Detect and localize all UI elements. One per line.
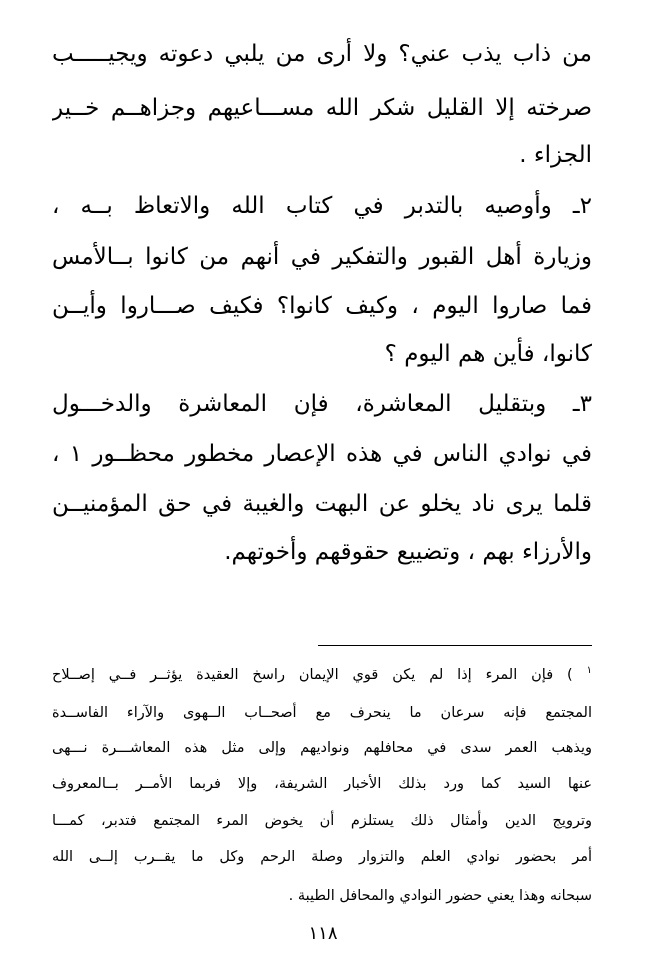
body-line: ٣ـ وبتقليل المعاشرة، فإن المعاشرة والدخـــول	[52, 391, 592, 417]
footnote-marker: ١	[586, 665, 592, 677]
footnote-line: عنها السيد كما ورد بذلك الأخبار الشريفة، وإلا فربما الأمــر بــالمعروف	[52, 776, 592, 792]
body-line: من ذاب يذب عني؟ ولا أرى من يلبي دعوته ويجيـــــب	[52, 41, 592, 67]
body-line: والأرزاء بهم ، وتضييع حقوقهم وأخوتهم.	[224, 539, 592, 565]
body-line: ٢ـ وأوصيه بالتدبر في كتاب الله والاتعاظ بــه ،	[52, 193, 592, 219]
footnote-line: ويذهب العمر سدى في محافلهم ونواديهم وإلى مثل هذه المعاشـــرة نـــهى	[52, 740, 592, 756]
footnote-text: ) فإن المرء إذا لم يكن قوي الإيمان راسخ العقيدة يؤثــر فــي إصــلاح	[52, 667, 573, 683]
body-line: في نوادي الناس في هذه الإعصار مخطور محظــور ١ ،	[52, 441, 592, 467]
body-line: فما صاروا اليوم ، وكيف كانوا؟ فكيف صـــاروا وأيــن	[52, 293, 592, 319]
footnote-line: أمر بحضور نوادي العلم والتزوار وصلة الرحم وكل ما يقــرب إلــى الله	[52, 849, 592, 865]
footnote-line: سبحانه وهذا يعني حضور النوادي والمحافل الطيبة .	[288, 888, 592, 904]
body-line: كانوا، فأين هم اليوم ؟	[384, 341, 592, 367]
page-number: ١١٨	[308, 923, 338, 944]
footnote-line: وترويج الدين وأمثال ذلك يستلزم أن يخوض المرء المجتمع فتدبر، كمـــا	[52, 813, 592, 829]
body-line: صرخته إلا القليل شكر الله مســـاعيهم وجزاهــم خــير	[52, 95, 592, 121]
footnote-line: المجتمع فإنه سرعان ما ينحرف مع أصحــاب الــهوى والآراء الفاســدة	[52, 705, 592, 721]
body-line: قلما يرى ناد يخلو عن البهت والغيبة في حق المؤمنيــن	[52, 491, 592, 517]
footnote-line	[52, 660, 592, 690]
body-line: وزيارة أهل القبور والتفكير في أنهم من كانوا بــالأمس	[52, 244, 592, 270]
body-line: الجزاء .	[519, 142, 592, 168]
footnote-divider	[318, 645, 592, 646]
